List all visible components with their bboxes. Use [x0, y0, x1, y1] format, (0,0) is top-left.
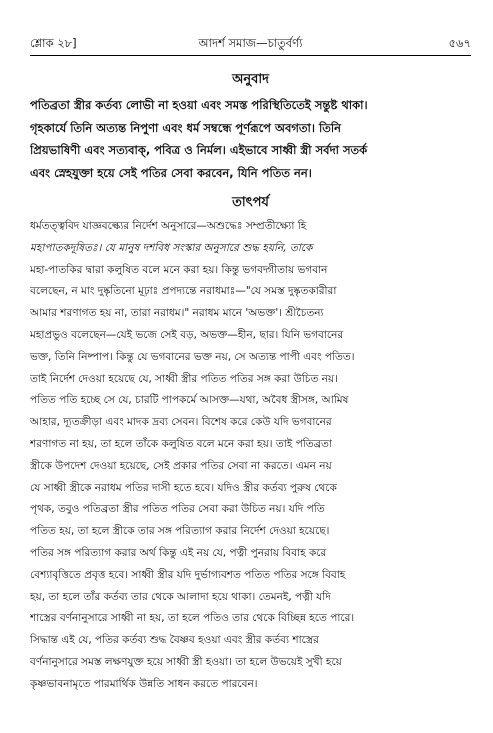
verse-reference: শ্লোক ২৮] — [30, 36, 77, 50]
purport-line: ধর্মতত্ত্ববিদ যাজ্ঞবল্ক্যের নির্দেশ অনুসারে—অশুদ্ধেঃ সম্প্রতীক্ষ্যো হি — [30, 220, 307, 232]
purport-line: যে সাধ্বী স্ত্রীকে নরাধম পতির দাসী হতে হবে। যদিও স্ত্রীর কর্তব্য পুরুষ থেকে — [30, 481, 337, 494]
purport-line: মহাপাতকদূষিতঃ। যে মানুষ দশবিধ সংস্কার অনুসারে শুদ্ধ হয়নি, তাকে — [30, 241, 313, 254]
chapter-title: আদর্শ সমাজ—চাতুর্বর্ণ্য — [198, 36, 303, 50]
purport-heading: তাৎপর্য — [232, 195, 269, 210]
purport-line: পতিত পতি হচ্ছে সে যে, চারটি পাপকর্মে আসক্ত—যথা, অবৈধ স্ত্রীসঙ্গ, আমিষ — [30, 394, 349, 407]
purport-line: স্ত্রীকে উপদেশ দেওয়া হয়েছে, সেই প্রকার পতির সেবা না করতে। এমন নয় — [30, 459, 332, 472]
purport-line: সিদ্ধান্ত এই যে, পতির কর্তব্য শুদ্ধ বৈষ্ণব হওয়া এবং স্ত্রীর কর্তব্য শাস্ত্রের — [30, 634, 319, 647]
translation-text — [30, 94, 471, 184]
translation-heading: অনুবাদ — [232, 72, 269, 87]
purport-line: আমার শরণাগত হয় না, তারা নরাধম।" নরাধম মানে 'অভক্ত'। শ্রীচৈতন্য — [30, 307, 324, 320]
translation-line: এবং স্নেহযুক্তা হয়ে সেই পতির সেবা করবেন, যিনি পতিত নন। — [30, 165, 312, 180]
translation-line: প্রিয়ভাষিণী এবং সত্যবাক্, পবিত্র ও নির্মল। এইভাবে সাধ্বী স্ত্রী সর্বদা সতর্ক — [30, 143, 368, 157]
purport-line: মহাপ্রভুও বলেছেন—যেই ভজে সেই বড়, অভক্ত—হীন, ছার। যিনি ভগবানের — [30, 328, 344, 341]
purport-line: হয়, তা হলে তাঁর কর্তব্য তার থেকে আলাদা হয়ে থাকা। তেমনই, পত্নী যদি — [30, 590, 331, 603]
purport-line: কৃষ্ণভাবনামৃতে পারমার্থিক উন্নতি সাধন করতে পারবেন। — [30, 677, 258, 690]
purport-line: বলেছেন, ন মাং দুষ্কৃতিনো মূঢ়াঃ প্রপদ্যন্তে নরাধমাঃ—"যে সমস্ত দুষ্কৃতকারীরা — [30, 285, 337, 298]
purport-line: আহার, দ্যূতক্রীড়া এবং মাদক দ্রব্য সেবন। বিশেষ করে কেউ যদি ভগবানের — [30, 416, 332, 429]
purport-text — [30, 216, 471, 696]
purport-line: শাস্ত্রের বর্ণনানুসারে সাধ্বী না হয়, তা হলে পতিও তার থেকে বিচ্ছিন্ন হতে পারে। — [30, 612, 355, 625]
purport-line: মহা-পাতকির দ্বারা কলুষিত বলে মনে করা হয়। কিন্তু ভগবদ্গীতায় ভগবান — [30, 263, 328, 276]
purport-line: বর্ণনানুসারে সমস্ত লক্ষণযুক্ত হয়ে সাধ্বী স্ত্রী হওয়া। তা হলে উভয়েই সুখী হয়ে — [30, 655, 342, 668]
purport-line: শরণাগত না হয়, তা হলে তাঁকে কলুষিত বলে মনে করা হয়। তাই পতিব্রতা — [30, 437, 332, 450]
purport-line: পৃথক, তবুও পতিব্রতা স্ত্রীর পতিত পতির সেবা করা উচিত নয়। যদি পতি — [30, 503, 325, 516]
purport-line: তাই নির্দেশ দেওয়া হয়েছে যে, সাধ্বী স্ত্রীর পতিত পতির সঙ্গ করা উচিত নয়। — [30, 372, 338, 385]
page-header — [30, 35, 471, 55]
purport-line: বেশ্যাবৃত্তিতে প্রবৃত্ত হবে। সাধ্বী স্ত্রীর যদি দুর্ভাগ্যবশত পতিত পতির সঙ্গে বিবাহ — [30, 568, 346, 581]
purport-line: পতিত হয়, তা হলে স্ত্রীকে তার সঙ্গ পরিত্যাগ করার নির্দেশ দেওয়া হয়েছে। — [30, 525, 330, 538]
purport-line: ভক্ত, তিনি নিষ্পাপ। কিন্তু যে ভগবানের ভক্ত নয়, সে অত্যন্ত পাপী এবং পতিত। — [30, 350, 355, 363]
translation-line: পতিব্রতা স্ত্রীর কর্তব্য লোভী না হওয়া এবং সমস্ত পরিস্থিতিতেই সন্তুষ্ট থাকা। — [30, 98, 368, 112]
translation-line: গৃহকার্যে তিনি অত্যন্ত নিপুণা এবং ধর্ম সম্বন্ধে পূর্ণরূপে অবগতা। তিনি — [30, 120, 342, 135]
page-number: ৫৬৭ — [448, 36, 471, 50]
header-divider — [30, 55, 471, 56]
purport-line: পতির সঙ্গ পরিত্যাগ করার অর্থ কিন্তু এই নয় যে, পত্নী পুনরায় বিবাহ করে — [30, 546, 327, 559]
